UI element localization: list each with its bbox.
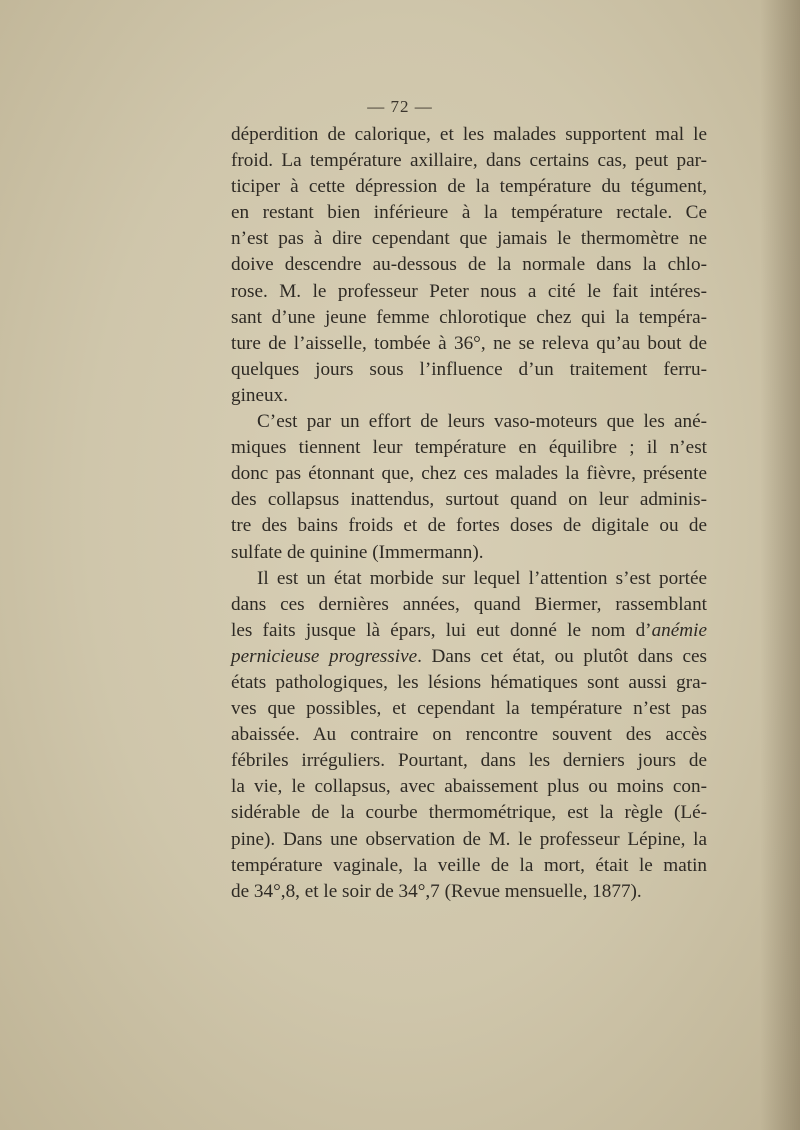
- text-line: miques tiennent leur température en équilibre ; il n’est: [231, 437, 707, 459]
- text-line: quelques jours sous l’influence d’un traitement ferru-: [231, 358, 707, 380]
- text-line: des collapsus inattendus, surtout quand on leur adminis-: [231, 489, 707, 511]
- text-line: gineux.: [231, 384, 289, 406]
- text-line: sulfate de quinine (Immermann).: [231, 541, 484, 563]
- text-line: Il est un état morbide sur lequel l’attention s’est portée: [257, 567, 707, 589]
- text-line: doive descendre au-dessous de la normale dans la chlo-: [231, 254, 707, 276]
- text-line: n’est pas à dire cependant que jamais le thermomètre ne: [231, 228, 707, 250]
- text-line: fébriles irréguliers. Pourtant, dans les derniers jours de: [231, 750, 707, 772]
- text-line: ture de l’aisselle, tombée à 36°, ne se releva qu’au bout de: [231, 332, 707, 354]
- text-line: donc pas étonnant que, chez ces malades la fièvre, présente: [231, 463, 707, 485]
- text-line: [231, 618, 707, 644]
- text-fragment: . Dans cet état, ou plutôt dans ces: [417, 645, 708, 667]
- text-line: déperdition de calorique, et les malades supportent mal le: [231, 124, 707, 145]
- text-line: froid. La température axillaire, dans certains cas, peut par-: [231, 150, 707, 172]
- page-number: — 72 —: [367, 97, 433, 116]
- italic-term: anémie: [651, 619, 707, 641]
- text-line: de 34°,8, et le soir de 34°,7 (Revue mensuelle, 1877).: [231, 880, 642, 902]
- text-line: abaissée. Au contraire on rencontre souvent des accès: [231, 724, 707, 746]
- body-text: [231, 122, 707, 905]
- text-line: sant d’une jeune femme chlorotique chez qui la tempéra-: [231, 306, 707, 328]
- text-line: [231, 644, 707, 670]
- text-line: ticiper à cette dépression de la température du tégument,: [231, 176, 707, 198]
- text-line: C’est par un effort de leurs vaso-moteurs que les ané-: [257, 411, 707, 433]
- text-line: température vaginale, la veille de la mort, était le matin: [231, 854, 707, 876]
- text-line: la vie, le collapsus, avec abaissement plus ou moins con-: [231, 776, 707, 798]
- text-fragment: les faits jusque là épars, lui eut donné le nom d’: [231, 619, 652, 641]
- text-line: sidérable de la courbe thermométrique, est la règle (Lé-: [231, 802, 707, 824]
- text-line: tre des bains froids et de fortes doses de digitale ou de: [231, 515, 707, 537]
- text-line: dans ces dernières années, quand Biermer, rassemblant: [231, 593, 707, 615]
- italic-term: pernicieuse progressive: [231, 645, 418, 667]
- text-line: rose. M. le professeur Peter nous a cité le fait intéres-: [231, 280, 707, 302]
- page-edge-shadow: [760, 0, 800, 1130]
- text-line: en restant bien inférieure à la température rectale. Ce: [231, 202, 707, 224]
- text-line: pine). Dans une observation de M. le professeur Lépine, la: [231, 828, 707, 850]
- text-line: états pathologiques, les lésions hématiques sont aussi gra-: [231, 671, 707, 693]
- text-line: ves que possibles, et cependant la température n’est pas: [231, 698, 707, 720]
